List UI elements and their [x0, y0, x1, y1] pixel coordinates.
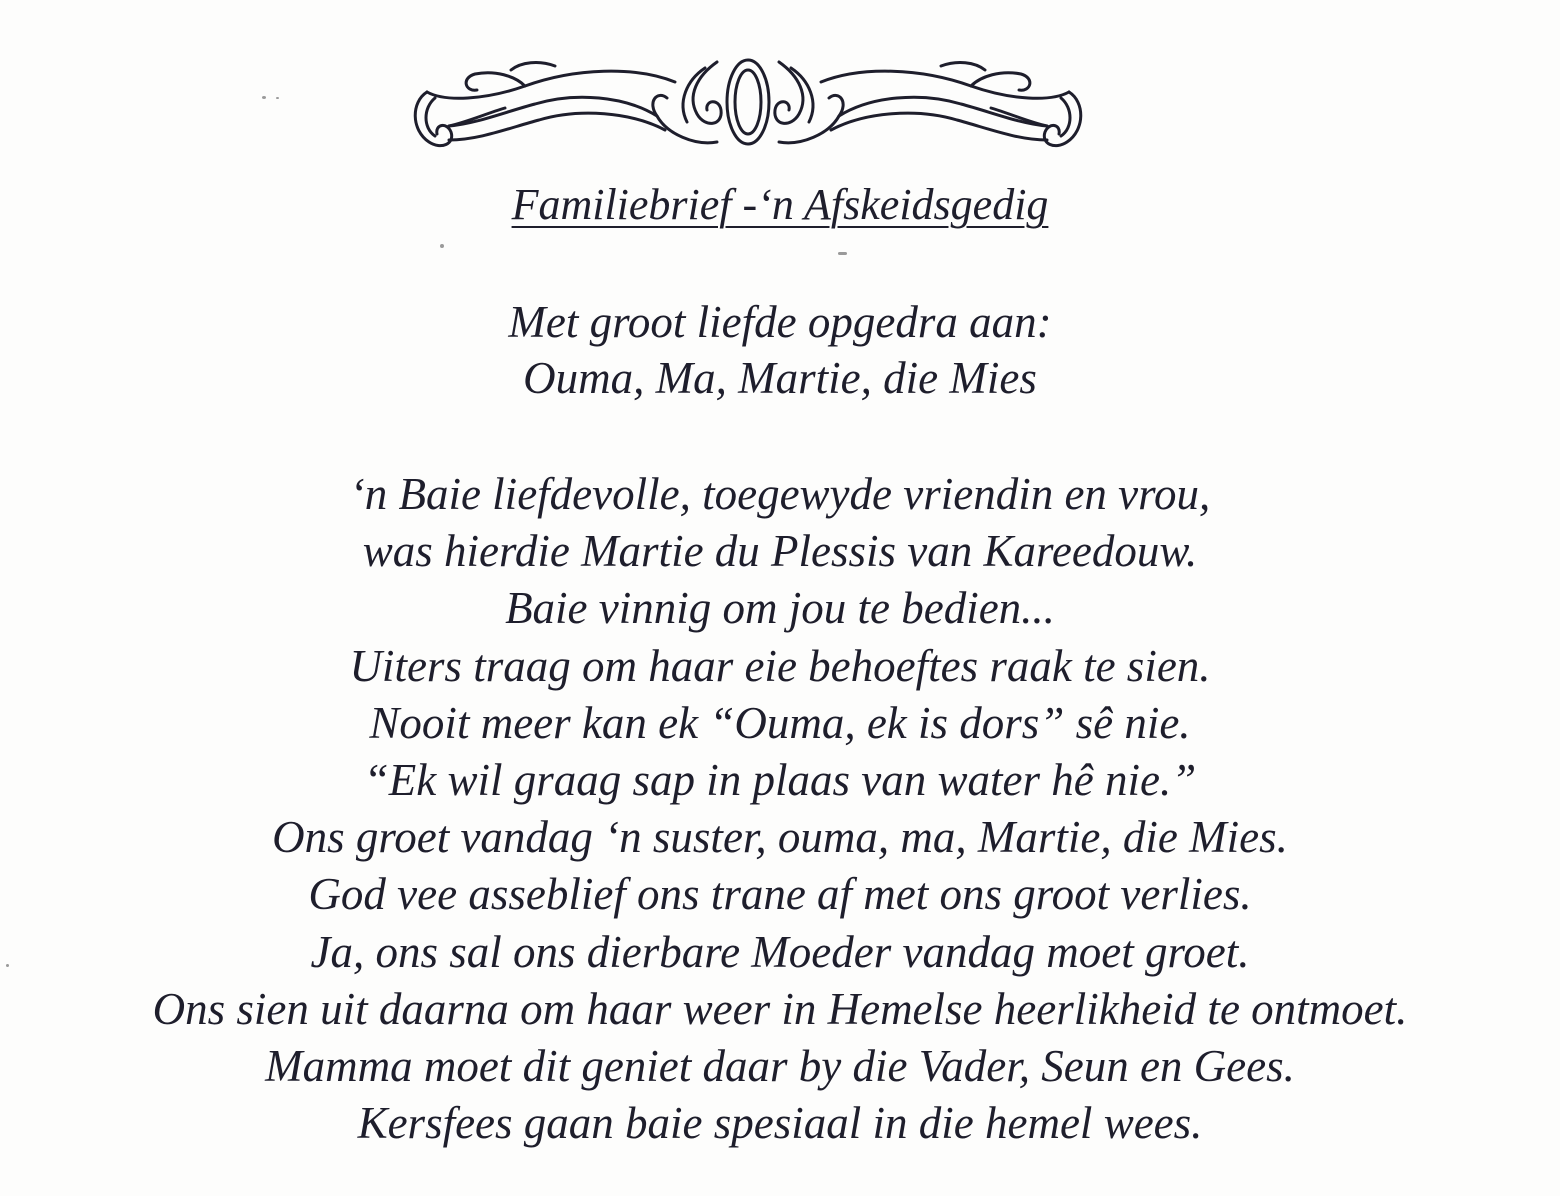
poem-line: Baie vinnig om jou te bedien...	[505, 583, 1055, 634]
poem-line: Ons sien uit daarna om haar weer in Hemelse heerlikheid te ontmoet.	[152, 983, 1408, 1034]
dedication-block	[0, 294, 1560, 406]
page-title	[0, 178, 1560, 232]
scan-speck	[276, 97, 279, 99]
scan-speck	[6, 964, 9, 967]
title-text: Familiebrief -‘n Afskeidsgedig	[511, 180, 1049, 229]
poem-line: Nooit meer kan ek “Ouma, ek is dors” sê nie.	[369, 697, 1191, 748]
poem-line: was hierdie Martie du Plessis van Kareedouw.	[362, 526, 1198, 577]
poem-line: “Ek wil graag sap in plaas van water hê nie.”	[363, 754, 1197, 805]
poem-line: Kersfees gaan baie spesiaal in die hemel wees.	[357, 1098, 1203, 1149]
poem-line: Ja, ons sal ons dierbare Moeder vandag moet groet.	[310, 926, 1250, 977]
poem-line: ‘n Baie liefdevolle, toegewyde vriendin en vrou,	[349, 469, 1211, 519]
dedication-line: Met groot liefde opgedra aan:	[508, 297, 1052, 347]
scroll-flourish-icon	[405, 52, 1091, 152]
poem-body	[0, 466, 1560, 1152]
poem-line: Mamma moet dit geniet daar by die Vader, Seun en Gees.	[265, 1040, 1295, 1091]
scan-speck	[838, 252, 847, 255]
scan-speck	[262, 96, 266, 99]
poem-line: Uiters traag om haar eie behoeftes raak te sien.	[349, 640, 1211, 691]
scan-speck	[440, 244, 444, 248]
dedication-line: Ouma, Ma, Martie, die Mies	[523, 353, 1037, 403]
poem-line: God vee asseblief ons trane af met ons groot verlies.	[308, 869, 1252, 920]
poem-line: Ons groet vandag ‘n suster, ouma, ma, Martie, die Mies.	[272, 812, 1288, 863]
